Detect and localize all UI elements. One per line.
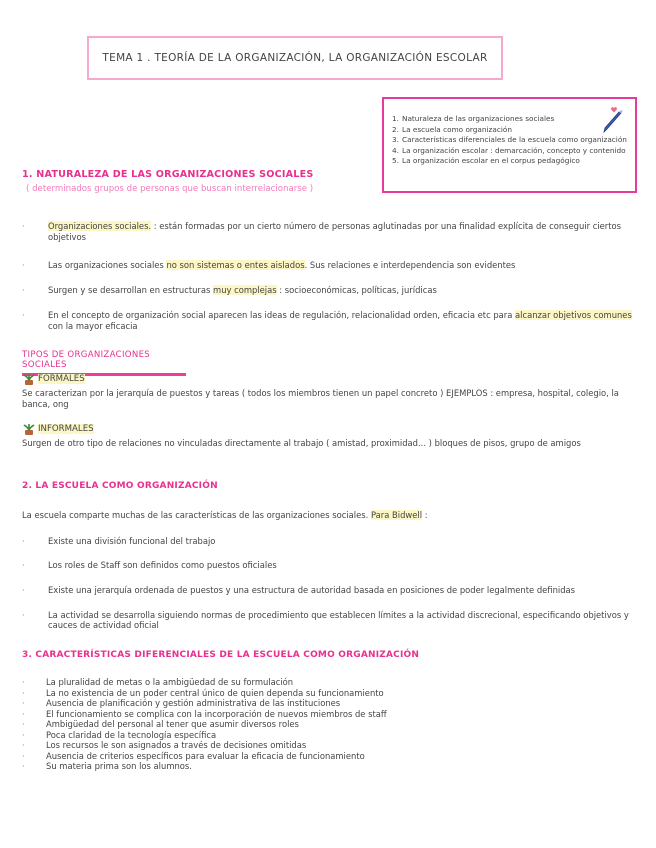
- list-item: · Organizaciones sociales. : están formadas por un cierto número de personas aglutinadas por una finalidad explícita de conseguir ciertos objetivos: [22, 221, 632, 242]
- tipos-heading: TIPOS DE ORGANIZACIONES SOCIALES: [22, 350, 186, 376]
- section-1-subtitle: ( determinados grupos de personas que buscan interrelacionarse ): [26, 184, 314, 194]
- toc-item: 1. Naturaleza de las organizaciones sociales: [392, 114, 555, 123]
- plant-icon: [22, 372, 36, 386]
- list-item: · La no existencia de un poder central único de quien dependa su funcionamiento: [22, 688, 632, 699]
- informales-text: Surgen de otro tipo de relaciones no vinculadas directamente al trabajo ( amistad, proximidad... ) bloques de pisos, grupo de amigos: [22, 438, 581, 448]
- section-3-bullets: [22, 677, 632, 772]
- list-item: · La pluralidad de metas o la ambigüedad de su formulación: [22, 677, 632, 688]
- formales-heading: FORMALES: [22, 372, 85, 386]
- section-1-heading: 1. NATURALEZA DE LAS ORGANIZACIONES SOCIALES: [22, 169, 314, 180]
- list-item: · Existe una jerarquía ordenada de puestos y una estructura de autoridad basada en posiciones de poder legalmente definidas: [22, 585, 632, 596]
- list-item: · Los recursos le son asignados a través de decisiones omitidas: [22, 740, 632, 751]
- section-3-heading: 3. CARACTERÍSTICAS DIFERENCIALES DE LA ESCUELA COMO ORGANIZACIÓN: [22, 650, 420, 660]
- toc-item: 3. Características diferenciales de la escuela como organización: [392, 135, 627, 144]
- toc-item: 5. La organización escolar en el corpus pedagógico: [392, 156, 580, 165]
- section-1-bullets: [22, 221, 632, 331]
- informales-heading: INFORMALES: [22, 422, 94, 436]
- list-item: · Su materia prima son los alumnos.: [22, 761, 632, 772]
- list-item: · Existe una división funcional del trabajo: [22, 536, 632, 547]
- page-title: TEMA 1 . TEORÍA DE LA ORGANIZACIÓN, LA ORGANIZACIÓN ESCOLAR: [102, 52, 488, 64]
- list-item: · En el concepto de organización social aparecen las ideas de regulación, relacionalidad orden, eficacia etc para alcanzar objetivos comunes con la mayor eficacia: [22, 310, 632, 331]
- title-box: [87, 36, 503, 80]
- table-of-contents: [382, 97, 637, 193]
- list-item: · Poca claridad de la tecnología específica: [22, 730, 632, 741]
- list-item: · Los roles de Staff son definidos como puestos oficiales: [22, 560, 632, 571]
- toc-list: [392, 114, 627, 167]
- section-2-intro: La escuela comparte muchas de las características de las organizaciones sociales. Para Bidwell :: [22, 510, 428, 520]
- toc-item: 2. La escuela como organización: [392, 124, 512, 134]
- list-item: · Ausencia de criterios específicos para evaluar la eficacia de funcionamiento: [22, 751, 632, 762]
- section-2-bullets: [22, 536, 632, 631]
- list-item: · Surgen y se desarrollan en estructuras muy complejas : socioeconómicas, políticas, jurídicas: [22, 285, 632, 296]
- toc-item: 4. La organización escolar : demarcación, concepto y contenido: [392, 145, 626, 155]
- section-2-heading: 2. LA ESCUELA COMO ORGANIZACIÓN: [22, 481, 218, 491]
- list-item: · El funcionamiento se complica con la incorporación de nuevos miembros de staff: [22, 709, 632, 720]
- list-item: · Las organizaciones sociales no son sistemas o entes aislados. Sus relaciones e interdependencia son evidentes: [22, 260, 632, 271]
- pen-heart-icon: [597, 105, 627, 135]
- plant-icon: [22, 422, 36, 436]
- list-item: · Ambigüedad del personal al tener que asumir diversos roles: [22, 719, 632, 730]
- list-item: · Ausencia de planificación y gestión administrativa de las instituciones: [22, 698, 632, 709]
- formales-text: Se caracterizan por la jerarquía de puestos y tareas ( todos los miembros tienen un papel concreto ) EJEMPLOS : empresa, hospital, colegio, la banca, ong: [22, 388, 619, 409]
- list-item: · La actividad se desarrolla siguiendo normas de procedimiento que establecen límites a la actividad discrecional, especificando objetivos y cauces de actividad oficial: [22, 610, 632, 631]
